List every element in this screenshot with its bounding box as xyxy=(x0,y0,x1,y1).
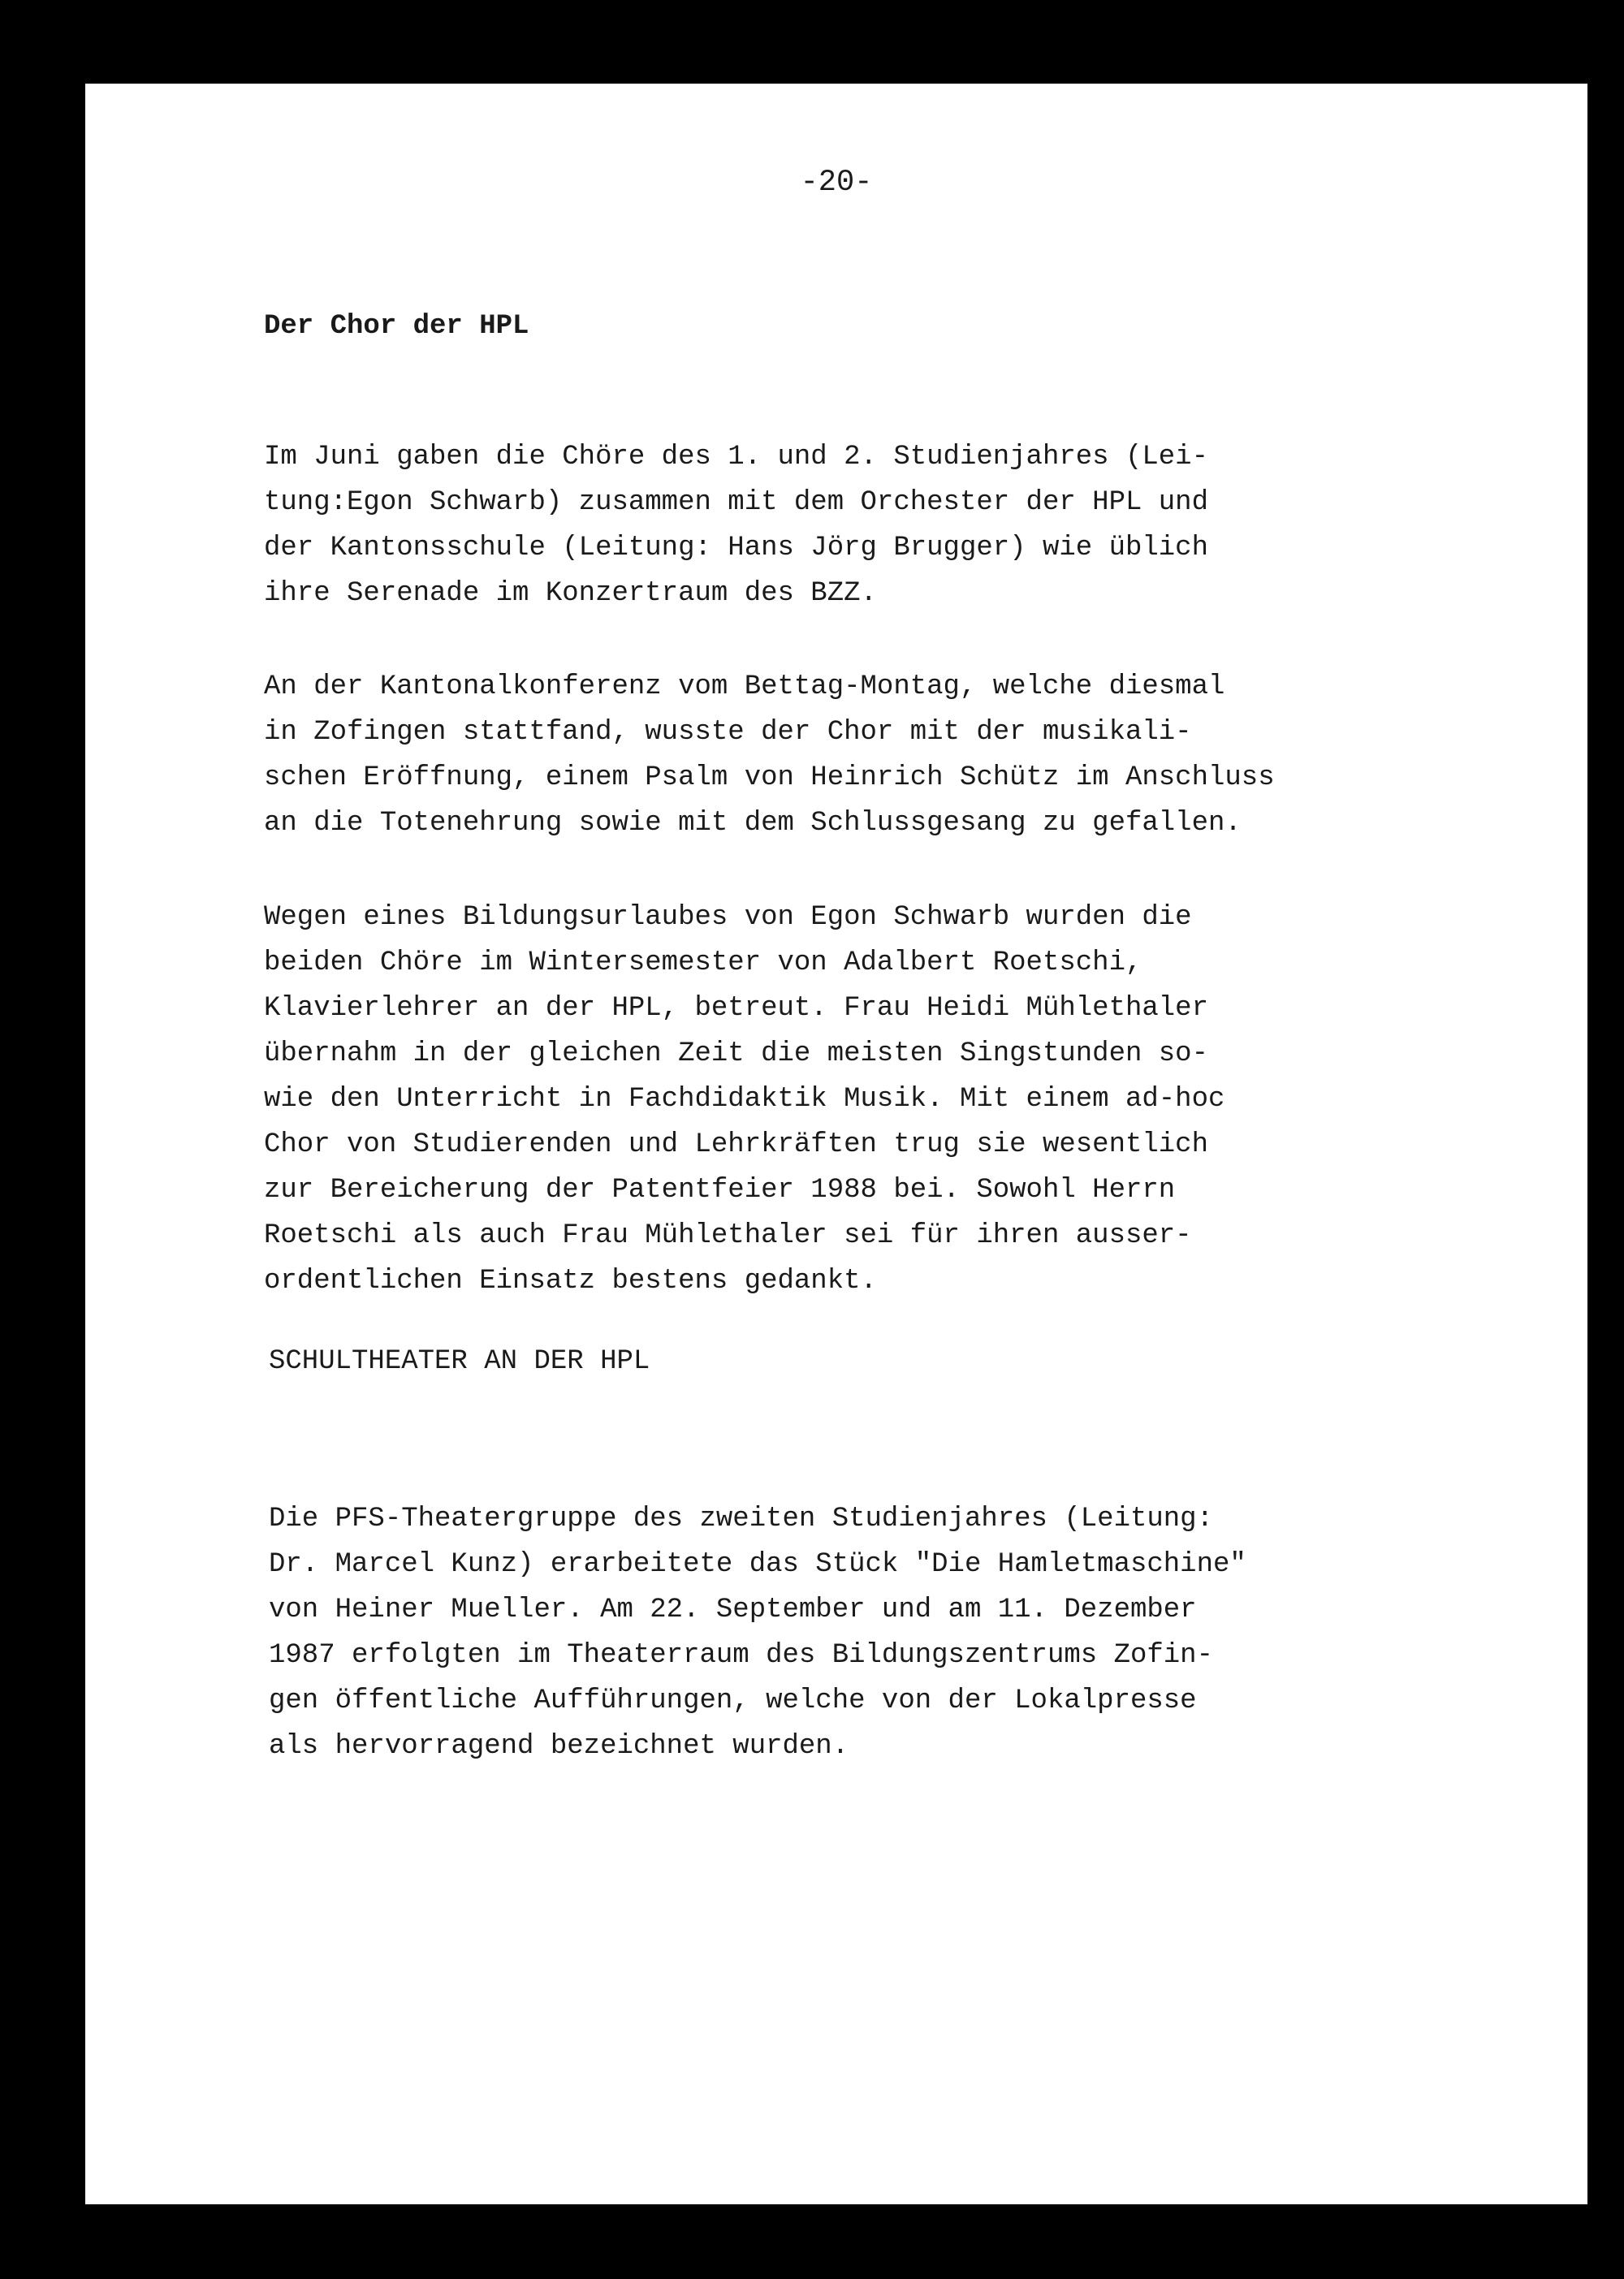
text-line: an die Totenehrung sowie mit dem Schlussgesang zu gefallen. xyxy=(264,808,1242,839)
text-line: Dr. Marcel Kunz) erarbeitete das Stück "Die Hamletmaschine" xyxy=(269,1549,1246,1580)
text-line: der Kantonsschule (Leitung: Hans Jörg Brugger) wie üblich xyxy=(264,533,1208,563)
text-line: beiden Chöre im Wintersemester von Adalbert Roetschi, xyxy=(264,947,1142,978)
text-line: Klavierlehrer an der HPL, betreut. Frau Heidi Mühlethaler xyxy=(264,993,1208,1024)
paragraph xyxy=(264,434,1208,616)
text-line: von Heiner Mueller. Am 22. September und am 11. Dezember xyxy=(269,1595,1197,1625)
text-line: als hervorragend bezeichnet wurden. xyxy=(269,1731,849,1762)
document-page xyxy=(85,84,1587,2204)
text-line: Chor von Studierenden und Lehrkräften trug sie wesentlich xyxy=(264,1129,1208,1160)
text-line: Wegen eines Bildungsurlaubes von Egon Schwarb wurden die xyxy=(264,902,1192,933)
text-line: ordentlichen Einsatz bestens gedankt. xyxy=(264,1266,877,1297)
paragraph xyxy=(264,895,1224,1304)
text-line: wie den Unterricht in Fachdidaktik Musik. Mit einem ad-hoc xyxy=(264,1084,1225,1115)
paragraph xyxy=(269,1496,1246,1769)
text-line: Im Juni gaben die Chöre des 1. und 2. Studienjahres (Lei- xyxy=(264,442,1208,473)
text-line: 1987 erfolgten im Theaterraum des Bildungszentrums Zofin- xyxy=(269,1640,1213,1671)
text-line: tung:Egon Schwarb) zusammen mit dem Orchester der HPL und xyxy=(264,487,1208,518)
text-line: schen Eröffnung, einem Psalm von Heinrich Schütz im Anschluss xyxy=(264,762,1275,793)
text-line: zur Bereicherung der Patentfeier 1988 bei. Sowohl Herrn xyxy=(264,1175,1176,1206)
text-line: Die PFS-Theatergruppe des zweiten Studienjahres (Leitung: xyxy=(269,1504,1213,1534)
text-line: in Zofingen stattfand, wusste der Chor mit der musikali- xyxy=(264,717,1192,748)
text-line: ihre Serenade im Konzertraum des BZZ. xyxy=(264,578,877,609)
text-line: An der Kantonalkonferenz vom Bettag-Montag, welche diesmal xyxy=(264,671,1225,702)
paragraph xyxy=(264,664,1275,846)
page-number: -20- xyxy=(800,166,873,200)
section-heading-schultheater: SCHULTHEATER AN DER HPL xyxy=(269,1346,650,1377)
section-heading-chor: Der Chor der HPL xyxy=(264,311,529,342)
text-line: Roetschi als auch Frau Mühlethaler sei für ihren ausser- xyxy=(264,1220,1192,1251)
text-line: übernahm in der gleichen Zeit die meisten Singstunden so- xyxy=(264,1038,1208,1069)
text-line: gen öffentliche Aufführungen, welche von der Lokalpresse xyxy=(269,1686,1197,1716)
